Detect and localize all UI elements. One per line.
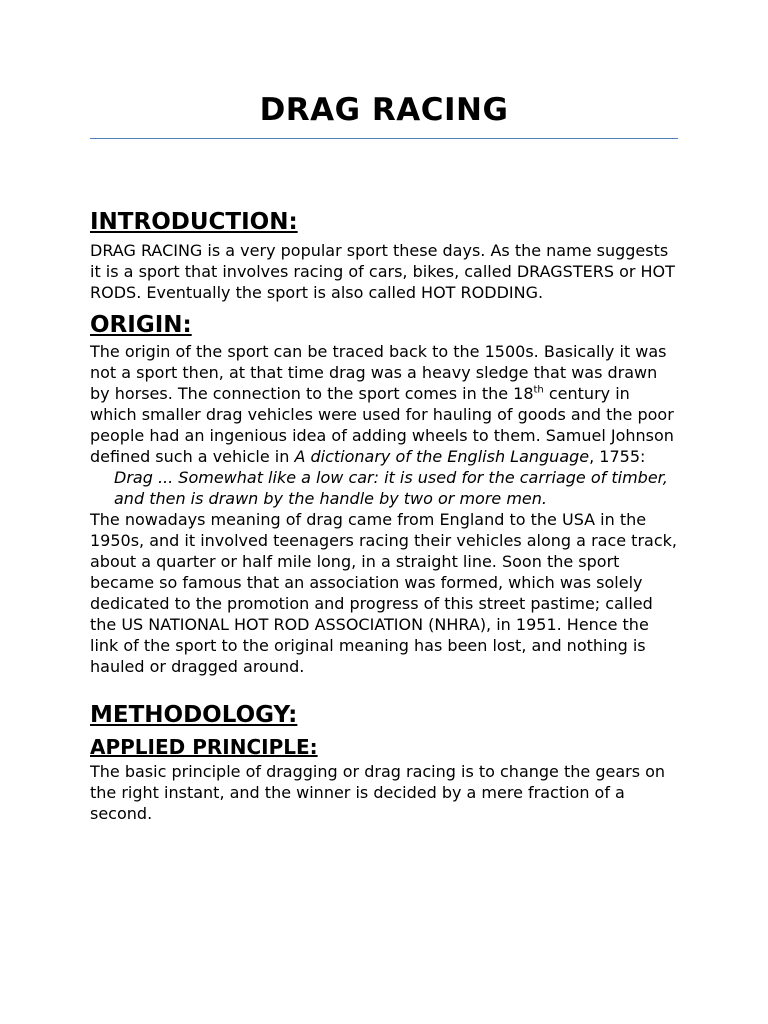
- origin-paragraph-2: The nowadays meaning of drag came from England to the USA in the 1950s, and it involved teenagers racing their vehicles along a race track, about a quarter or half mile long, in a straight line. Soon the sport became so famous that an association was formed, which was solely dedicated to the promotion and progress of this street pastime; called the US NATIONAL HOT ROD ASSOCIATION (NHRA), in 1951. Hence the link of the sport to the original meaning has been lost, and nothing is hauled or dragged around.: [90, 510, 677, 676]
- document-title: DRAG RACING: [259, 92, 509, 128]
- introduction-paragraph: DRAG RACING is a very popular sport these days. As the name suggests it is a sport that involves racing of cars, bikes, called DRAGSTERS or HOT RODS. Eventually the sport is also called HOT RODDING.: [90, 241, 675, 302]
- origin-text-b: century in which smaller drag vehicles were used for hauling of goods and the poor people had an ingenious idea of adding wheels to them. Samuel Johnson defined such a vehicle in: [90, 384, 674, 466]
- introduction-heading: INTRODUCTION:: [90, 209, 298, 235]
- origin-text-a: The origin of the sport can be traced back to the 1500s. Basically it was not a sport then, at that time drag was a heavy sledge that was drawn by horses. The connection to the sport comes in the 18: [90, 342, 667, 403]
- book-title: A dictionary of the English Language: [294, 447, 590, 466]
- methodology-heading: METHODOLOGY:: [90, 702, 298, 728]
- applied-principle-heading: APPLIED PRINCIPLE:: [90, 735, 318, 759]
- origin-text-c: , 1755:: [589, 447, 646, 466]
- ordinal-superscript: th: [533, 384, 544, 396]
- document-body: [90, 206, 680, 824]
- origin-paragraph-1: [90, 341, 680, 467]
- johnson-quote: Drag ... Somewhat like a low car: it is used for the carriage of timber, and then is drawn by the handle by two or more men.: [114, 468, 668, 508]
- methodology-paragraph: The basic principle of dragging or drag racing is to change the gears on the right instant, and the winner is decided by a mere fraction of a second.: [90, 762, 666, 823]
- title-divider: [90, 138, 678, 139]
- origin-heading: ORIGIN:: [90, 312, 192, 338]
